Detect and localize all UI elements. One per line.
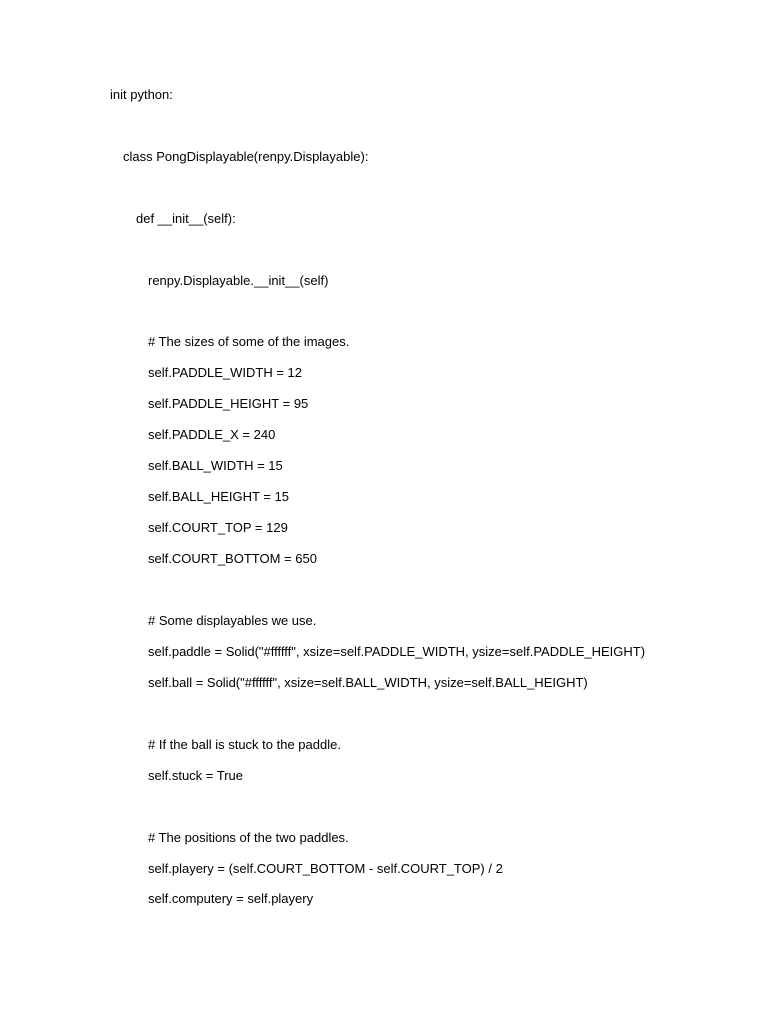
code-line-stuck: self.stuck = True	[148, 768, 244, 783]
code-line-init-python: init python:	[110, 87, 173, 102]
code-line-super-init: renpy.Displayable.__init__(self)	[148, 273, 329, 288]
code-line-court-top: self.COURT_TOP = 129	[148, 520, 288, 535]
code-line-paddle-height: self.PADDLE_HEIGHT = 95	[148, 396, 309, 411]
code-line-class-def: class PongDisplayable(renpy.Displayable):	[123, 149, 369, 164]
code-line-court-bottom: self.COURT_BOTTOM = 650	[148, 551, 317, 566]
code-line-ball-width: self.BALL_WIDTH = 15	[148, 458, 283, 473]
code-line-paddle-solid: self.paddle = Solid("#ffffff", xsize=self.PADDLE_WIDTH, ysize=self.PADDLE_HEIGHT)	[148, 644, 646, 659]
code-line-ball-solid: self.ball = Solid("#ffffff", xsize=self.BALL_WIDTH, ysize=self.BALL_HEIGHT)	[148, 675, 588, 690]
code-line-init-def: def __init__(self):	[136, 211, 236, 226]
code-line-ball-height: self.BALL_HEIGHT = 15	[148, 489, 290, 504]
code-line-comment-stuck: # If the ball is stuck to the paddle.	[148, 737, 341, 752]
code-line-paddle-x: self.PADDLE_X = 240	[148, 427, 276, 442]
code-line-comment-positions: # The positions of the two paddles.	[148, 830, 349, 845]
code-line-playery: self.playery = (self.COURT_BOTTOM - self.COURT_TOP) / 2	[148, 861, 503, 876]
code-line-paddle-width: self.PADDLE_WIDTH = 12	[148, 365, 303, 380]
code-line-comment-sizes: # The sizes of some of the images.	[148, 334, 350, 349]
code-line-computery: self.computery = self.playery	[148, 891, 314, 906]
code-line-comment-displayables: # Some displayables we use.	[148, 613, 317, 628]
